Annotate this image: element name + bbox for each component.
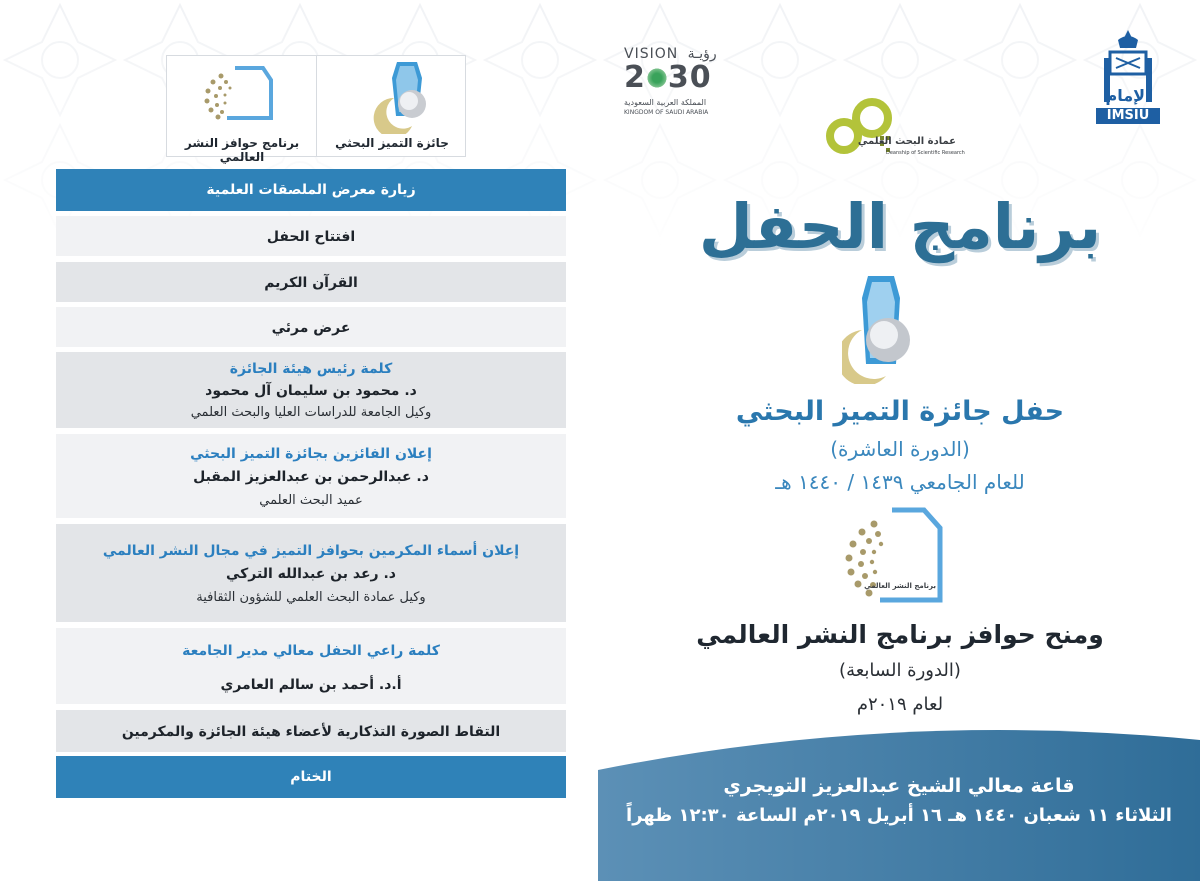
vision-year-digit: 2	[624, 60, 646, 95]
publishing-title: ومنح حوافز برنامج النشر العالمي	[696, 620, 1104, 649]
publishing-program-logo-icon	[197, 60, 277, 130]
vision-word-en: VISION	[624, 46, 679, 62]
program-item-role: وكيل الجامعة للدراسات العليا والبحث العلمي	[190, 405, 432, 420]
deanship-text-en: Deanship of Scientific Research	[886, 150, 965, 156]
logos-divider	[316, 56, 317, 156]
page-title: برنامج الحفل	[698, 190, 1102, 263]
program-item-photo	[56, 710, 566, 752]
deanship-logo	[822, 96, 965, 162]
program-item-speaker: د. رعد بن عبدالله التركي	[226, 566, 396, 582]
program-item-winners	[56, 434, 566, 518]
award-title: حفل جائزة التميز البحثي	[735, 396, 1065, 427]
publishing-program-emblem	[836, 504, 946, 608]
program-item-title: كلمة رئيس هيئة الجائزة	[229, 361, 393, 377]
program-item-chair-speech	[56, 352, 566, 428]
research-award-logo-icon	[372, 58, 442, 134]
vision-word-ar: رؤيـة	[687, 46, 717, 62]
program-item-label: القرآن الكريم	[264, 275, 358, 291]
venue-hall: قاعة معالي الشيخ عبدالعزيز التويجري	[723, 775, 1075, 797]
deanship-emblem-icon	[822, 96, 902, 158]
program-item-label: زيارة معرض الملصقات العلمية	[206, 182, 416, 198]
research-award-emblem-icon	[842, 272, 920, 384]
vision-kingdom-en: KINGDOM OF SAUDI ARABIA	[624, 109, 709, 116]
program-item-speaker: أ.د. أحمد بن سالم العامري	[220, 677, 402, 693]
program-item-closing	[56, 756, 566, 798]
imsiu-arabic-text: الإمام	[1105, 86, 1151, 105]
program-item-title: إعلان أسماء المكرمين بحوافز التميز في مجال النشر العالمي	[102, 543, 520, 559]
program-item-quran	[56, 262, 566, 302]
vision-year	[624, 60, 712, 95]
publishing-year: لعام ٢٠١٩م	[856, 694, 944, 715]
imsiu-logo	[1096, 28, 1160, 124]
venue-datetime: الثلاثاء ١١ شعبان ١٤٤٠ هـ ١٦ أبريل ٢٠١٩م الساعة ١٢:٣٠ ظهراً	[626, 805, 1172, 826]
program-item-label: التقاط الصورة التذكارية لأعضاء هيئة الجائزة والمكرمين	[121, 724, 501, 740]
program-item-poster-visit	[56, 169, 566, 211]
vision-palm-icon	[646, 67, 668, 89]
imsiu-text: IMSIU	[1096, 108, 1160, 124]
program-item-video	[56, 307, 566, 347]
deanship-text-ar: عمادة البحث العلمي	[857, 136, 956, 147]
logos-box	[166, 55, 466, 164]
award-year: للعام الجامعي ١٤٣٩ / ١٤٤٠ هـ	[775, 470, 1025, 494]
program-item-label: افتتاح الحفل	[266, 229, 356, 245]
publishing-program-emblem-icon	[836, 504, 946, 608]
program-item-role: وكيل عمادة البحث العلمي للشؤون الثقافية	[196, 590, 426, 605]
program-item-patron-speech	[56, 628, 566, 704]
research-award-logo-label: جائزة التميز البحثي	[335, 136, 449, 150]
publishing-program-logo-label: برنامج حوافز النشر العالمي	[184, 136, 300, 164]
program-item-speaker: د. محمود بن سليمان آل محمود	[205, 383, 417, 399]
award-round: (الدورة العاشرة)	[830, 437, 970, 461]
vision-kingdom-ar: المملكة العربية السعودية	[624, 98, 707, 107]
program-item-label: الختام	[290, 769, 332, 785]
program-item-title: كلمة راعي الحفل معالي مدير الجامعة	[182, 643, 440, 659]
program-item-honorees	[56, 524, 566, 622]
program-item-title: إعلان الفائزين بجائزة التميز البحثي	[190, 446, 432, 462]
publishing-round: (الدورة السابعة)	[839, 660, 961, 681]
vision-year-digits: 30	[667, 60, 712, 95]
program-item-speaker: د. عبدالرحمن بن عبدالعزيز المقبل	[193, 469, 429, 485]
program-item-label: عرض مرئي	[271, 320, 351, 336]
publishing-program-emblem-label: برنامج النشر العالمي	[864, 582, 936, 590]
program-item-role: عميد البحث العلمي	[259, 493, 363, 508]
program-panel	[0, 0, 598, 881]
program-item-opening	[56, 216, 566, 256]
vision-2030-logo	[618, 44, 730, 120]
